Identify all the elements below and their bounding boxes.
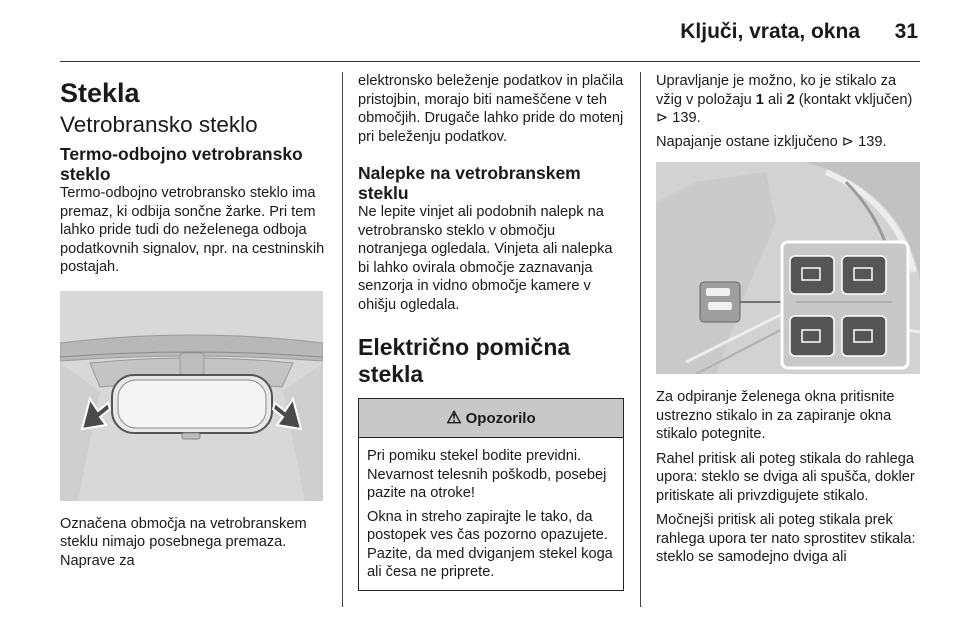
- chapter-heading: Stekla: [60, 78, 140, 108]
- page-reference[interactable]: 139.: [672, 110, 701, 126]
- position-2: 2: [786, 91, 795, 108]
- warning-icon: ⚠: [446, 408, 462, 427]
- column-1: [60, 72, 326, 570]
- paragraph-light-press: Rahel pritisk ali poteg stikala do rahlega upora: steklo se dviga ali spušča, dokler pritiskate ali privzdigujete stikalo.: [656, 450, 915, 504]
- paragraph-continued: elektronsko beleženje podatkov in plačila pristojbin, morajo biti nameščene v teh območjih. Drugače lahko pride do motenj pri beleženju podatkov.: [358, 73, 624, 145]
- warning-box: [358, 398, 624, 591]
- cross-reference-icon: ⊳: [841, 133, 855, 150]
- position-1: 1: [755, 91, 764, 108]
- paragraph-open-close: Za odpiranje želenega okna pritisnite ustrezno stikalo in za zapiranje okna stikalo potegnite.: [656, 389, 895, 442]
- warning-title: Opozorilo: [465, 409, 536, 427]
- warning-paragraph-2: Okna in streho zapirajte le tako, da postopek ves čas pozorno opazujete. Pazite, da med dviganjem stekel koga ali česa ne priprete.: [367, 508, 613, 580]
- windshield-mirror-graphic: [60, 291, 323, 501]
- running-header-title: Ključi, vrata, okna: [680, 20, 860, 43]
- warning-body: [359, 438, 623, 590]
- paragraph-power-off: [656, 133, 922, 152]
- window-switch-illustration: [656, 162, 920, 374]
- paragraph-heat-reflecting: Termo-odbojno vetrobransko steklo ima premaz, ki odbija sončne žarke. Pri tem lahko pride tudi do neželenega odboja podatkovnih signalov, npr. na cestninskih postajah.: [60, 185, 325, 275]
- paragraph-strong-press: Močnejši pritisk ali poteg stikala prek rahlega upora ter nato sprostitev stikala: steklo se samodejno dviga ali: [656, 512, 916, 565]
- switch-panel-graphic: [656, 162, 920, 374]
- subheading: Vetrobransko steklo: [60, 112, 258, 137]
- header-rule: [60, 61, 920, 62]
- page-reference[interactable]: 139.: [858, 133, 887, 150]
- page-number: 31: [894, 20, 918, 43]
- column-2: [358, 72, 624, 591]
- section-title-stickers: Nalepke na vetrobranskem steklu: [358, 163, 581, 203]
- column-divider-1: [342, 72, 343, 607]
- column-divider-2: [640, 72, 641, 607]
- column-3: [656, 72, 922, 567]
- paragraph-operation: [656, 72, 922, 128]
- paragraph-marked-areas: Označena območja na vetrobranskem steklu nimajo posebnega premaza. Naprave za: [60, 515, 307, 569]
- text-run: Napajanje ostane izključeno: [656, 133, 842, 150]
- text-run: ali: [763, 91, 787, 108]
- text-run: Upravljanje je možno, ko je stikalo za vžig v položaju: [656, 73, 897, 108]
- warning-header: [359, 399, 623, 438]
- warning-paragraph-1: Pri pomiku stekel bodite previdni. Nevarnost telesnih poškodb, posebej pazite na otroke!: [367, 448, 607, 501]
- cross-reference-icon: ⊳: [656, 110, 669, 126]
- windshield-illustration: [60, 291, 323, 501]
- section-heading-power-windows: Električno pomična stekla: [358, 334, 571, 387]
- paragraph-stickers: Ne lepite vinjet ali podobnih nalepk na vetrobransko steklo v območju notranjega ogledala. Vinjeta ali nalepka bi lahko ovirala območje zaznavanja senzorja in vidno območje kamere v ohišju ogledala.: [358, 204, 613, 313]
- section-title-heat-reflecting: Termo-odbojno vetrobransko steklo: [60, 144, 303, 184]
- text-run: (kontakt vključen): [794, 91, 913, 108]
